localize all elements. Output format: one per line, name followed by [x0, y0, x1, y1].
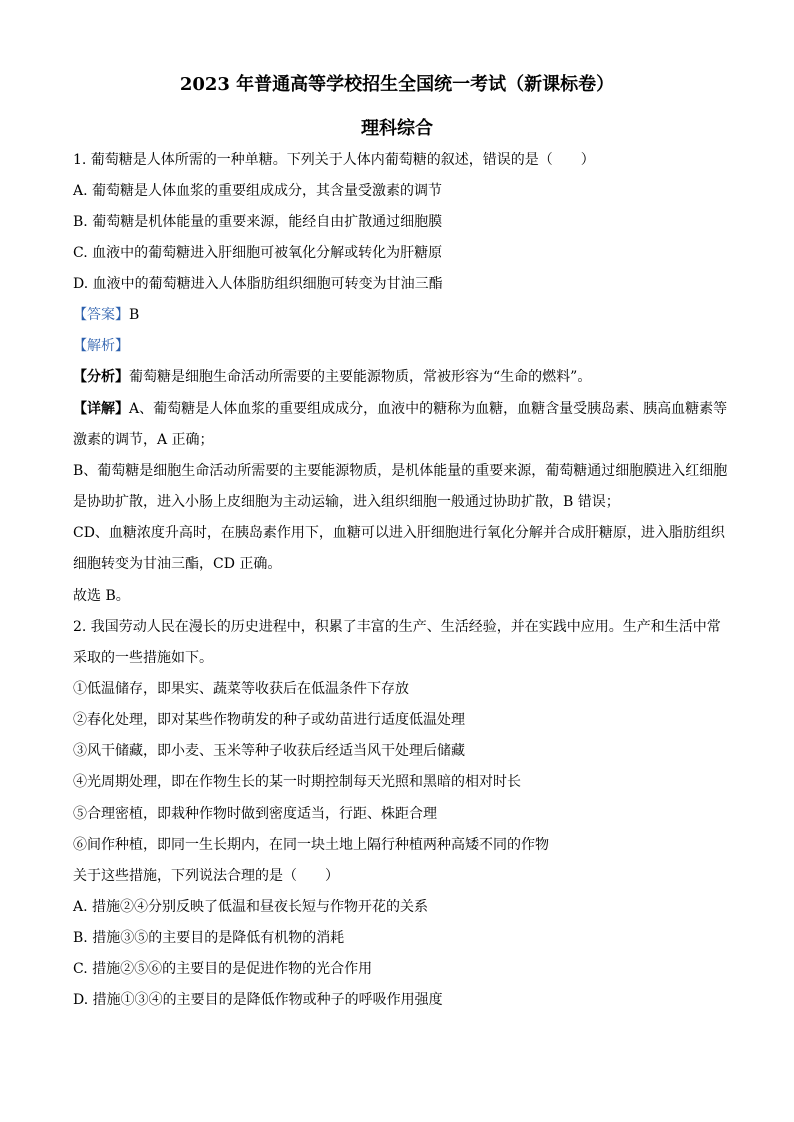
answer-value: B	[129, 307, 140, 323]
q1-option-c: C. 血液中的葡萄糖进入肝细胞可被氧化分解或转化为肝糖原	[73, 245, 443, 261]
q1-option-a: A. 葡萄糖是人体血浆的重要组成成分，其含量受激素的调节	[73, 183, 443, 199]
q2-measure-4: ④光周期处理，即在作物生长的某一时期控制每天光照和黑暗的相对时长	[73, 774, 521, 790]
q2-stem-line1: 2. 我国劳动人民在漫长的历史进程中，积累了丰富的生产、生活经验，并在实践中应用。生产和生活中常	[73, 619, 721, 635]
fenxi-tag: 【分析】	[73, 369, 129, 385]
q1-stem: 1. 葡萄糖是人体所需的一种单糖。下列关于人体内葡萄糖的叙述，错误的是（ ）	[73, 152, 595, 168]
q2-measure-2: ②春化处理，即对某些作物萌发的种子或幼苗进行适度低温处理	[73, 712, 465, 728]
q1-answer	[73, 305, 139, 325]
q1-b-line1: B、葡萄糖是细胞生命活动所需要的主要能源物质，是机体能量的重要来源，葡萄糖通过细胞膜进入红细胞	[73, 463, 728, 479]
q2-measure-1: ①低温储存，即果实、蔬菜等收获后在低温条件下存放	[73, 681, 409, 697]
q1-xiangjie-line1	[73, 399, 727, 419]
q1-fenxi	[73, 367, 591, 387]
analysis-tag: 【解析】	[73, 338, 129, 354]
q2-measure-3: ③风干储藏，即小麦、玉米等种子收获后经适当风干处理后储藏	[73, 743, 465, 759]
q2-option-c: C. 措施②⑤⑥的主要目的是促进作物的光合作用	[73, 961, 373, 977]
xiangjie-text: A、葡萄糖是人体血浆的重要组成成分，血液中的糖称为血糖，血糖含量受胰岛素、胰高血糖素等	[129, 401, 728, 417]
q1-b-line2: 是协助扩散，进入小肠上皮细胞为主动运输，进入组织细胞一般通过协助扩散，B 错误；	[73, 494, 620, 510]
page-subtitle: 理科综合	[361, 118, 433, 139]
q1-xiangjie-line2: 激素的调节，A 正确；	[73, 432, 214, 448]
q1-analysis-tag	[73, 336, 129, 356]
page-title: 2023 年普通高等学校招生全国统一考试（新课标卷）	[179, 74, 615, 95]
q2-option-a: A. 措施②④分别反映了低温和昼夜长短与作物开花的关系	[73, 899, 429, 915]
q2-stem-line2: 采取的一些措施如下。	[73, 650, 213, 666]
q1-option-b: B. 葡萄糖是机体能量的重要来源，能经自由扩散通过细胞膜	[73, 214, 443, 230]
q2-measure-6: ⑥间作种植，即同一生长期内，在同一块土地上隔行种植两种高矮不同的作物	[73, 837, 549, 853]
q1-cd-line2: 细胞转变为甘油三酯，CD 正确。	[73, 556, 282, 572]
answer-tag: 【答案】	[73, 307, 129, 323]
q1-cd-line1: CD、血糖浓度升高时，在胰岛素作用下，血糖可以进入肝细胞进行氧化分解并合成肝糖原，进入脂肪组织	[73, 525, 725, 541]
q2-option-d: D. 措施①③④的主要目的是降低作物或种子的呼吸作用强度	[73, 992, 443, 1008]
xiangjie-tag: 【详解】	[73, 401, 129, 417]
fenxi-text: 葡萄糖是细胞生命活动所需要的主要能源物质，常被形容为“生命的燃料”。	[129, 369, 592, 385]
q2-measure-5: ⑤合理密植，即栽种作物时做到密度适当，行距、株距合理	[73, 806, 437, 822]
q1-conclusion: 故选 B。	[73, 588, 130, 604]
q2-question: 关于这些措施，下列说法合理的是（ ）	[73, 868, 339, 884]
q2-option-b: B. 措施③⑤的主要目的是降低有机物的消耗	[73, 930, 345, 946]
q1-option-d: D. 血液中的葡萄糖进入人体脂肪组织细胞可转变为甘油三酯	[73, 276, 443, 292]
